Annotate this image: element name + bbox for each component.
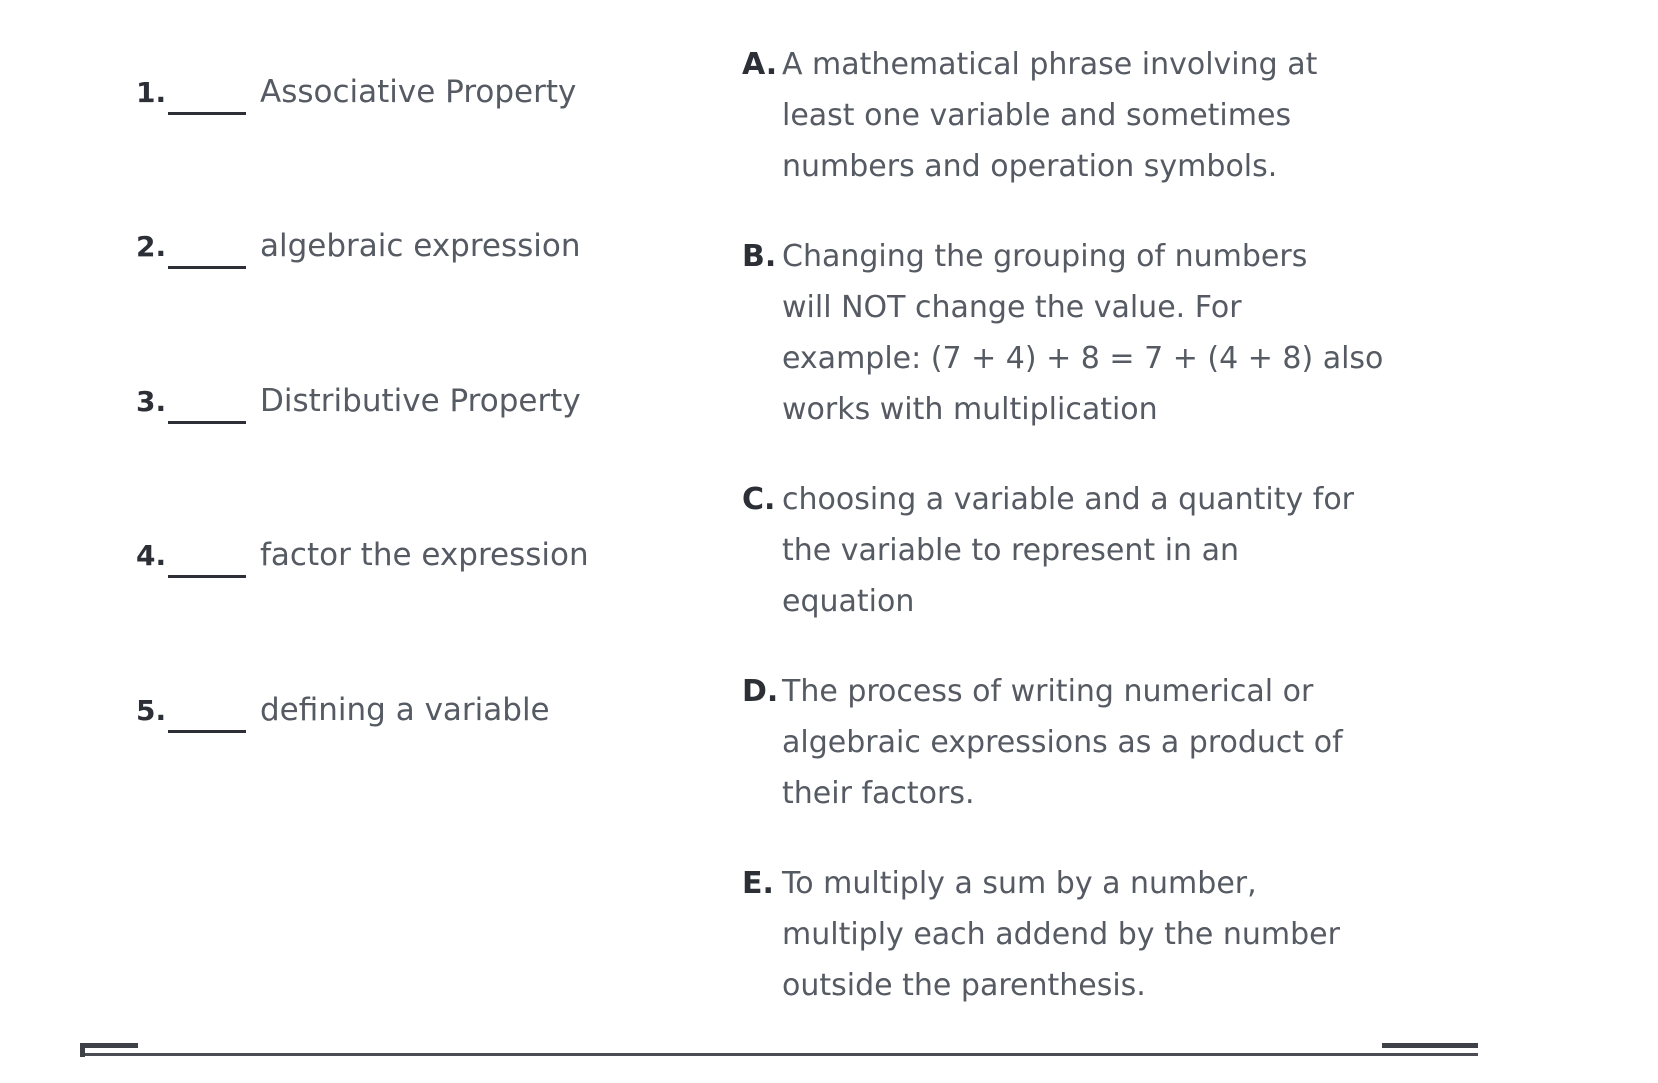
term-number: 5. — [136, 693, 167, 727]
term-number: 1. — [136, 75, 167, 109]
definition-line: To multiply a sum by a number, — [782, 866, 1257, 901]
term-item-1 — [136, 70, 576, 114]
definition-d — [742, 666, 1362, 819]
definition-line: choosing a variable and a quantity for — [782, 482, 1355, 517]
definition-line: will NOT change the value. For — [782, 290, 1242, 325]
definition-line: outside the parenthesis. — [782, 968, 1146, 1003]
answer-blank-3[interactable] — [168, 394, 246, 424]
term-label: Associative Property — [260, 74, 577, 110]
term-number: 3. — [136, 384, 167, 418]
definition-c — [742, 474, 1362, 627]
definition-a — [742, 39, 1362, 192]
term-number: 4. — [136, 538, 167, 572]
definition-line: numbers and operation symbols. — [782, 149, 1278, 184]
bottom-divider — [82, 1053, 1478, 1056]
term-label: defining a variable — [260, 692, 550, 728]
definition-line: Changing the grouping of numbers — [782, 239, 1308, 274]
answer-blank-2[interactable] — [168, 239, 246, 269]
definition-line: least one variable and sometimes — [782, 98, 1292, 133]
corner-mark-right — [1382, 1043, 1478, 1048]
definition-line: algebraic expressions as a product of — [782, 725, 1343, 760]
corner-mark-left-vertical — [80, 1043, 85, 1057]
definition-line: equation — [782, 584, 915, 619]
definition-letter: A. — [742, 47, 778, 82]
term-number: 2. — [136, 229, 167, 263]
definition-line: multiply each addend by the number — [782, 917, 1340, 952]
term-item-5 — [136, 688, 550, 732]
definition-line: works with multiplication — [782, 392, 1158, 427]
definition-letter: B. — [742, 239, 777, 274]
definition-letter: C. — [742, 482, 776, 517]
answer-blank-5[interactable] — [168, 703, 246, 733]
term-label: factor the expression — [260, 537, 589, 573]
term-item-4 — [136, 533, 589, 577]
answer-blank-4[interactable] — [168, 548, 246, 578]
definition-line: their factors. — [782, 776, 975, 811]
term-label: algebraic expression — [260, 228, 581, 264]
definition-line: the variable to represent in an — [782, 533, 1239, 568]
definition-e — [742, 858, 1362, 1011]
answer-blank-1[interactable] — [168, 85, 246, 115]
corner-mark-left — [80, 1043, 138, 1048]
definition-letter: D. — [742, 674, 779, 709]
term-item-2 — [136, 224, 581, 268]
definition-line: A mathematical phrase involving at — [782, 47, 1318, 82]
definition-line: example: (7 + 4) + 8 = 7 + (4 + 8) also — [782, 341, 1384, 376]
definition-line: The process of writing numerical or — [782, 674, 1314, 709]
definition-letter: E. — [742, 866, 774, 901]
definition-b — [742, 231, 1384, 435]
term-item-3 — [136, 379, 581, 423]
term-label: Distributive Property — [260, 383, 581, 419]
